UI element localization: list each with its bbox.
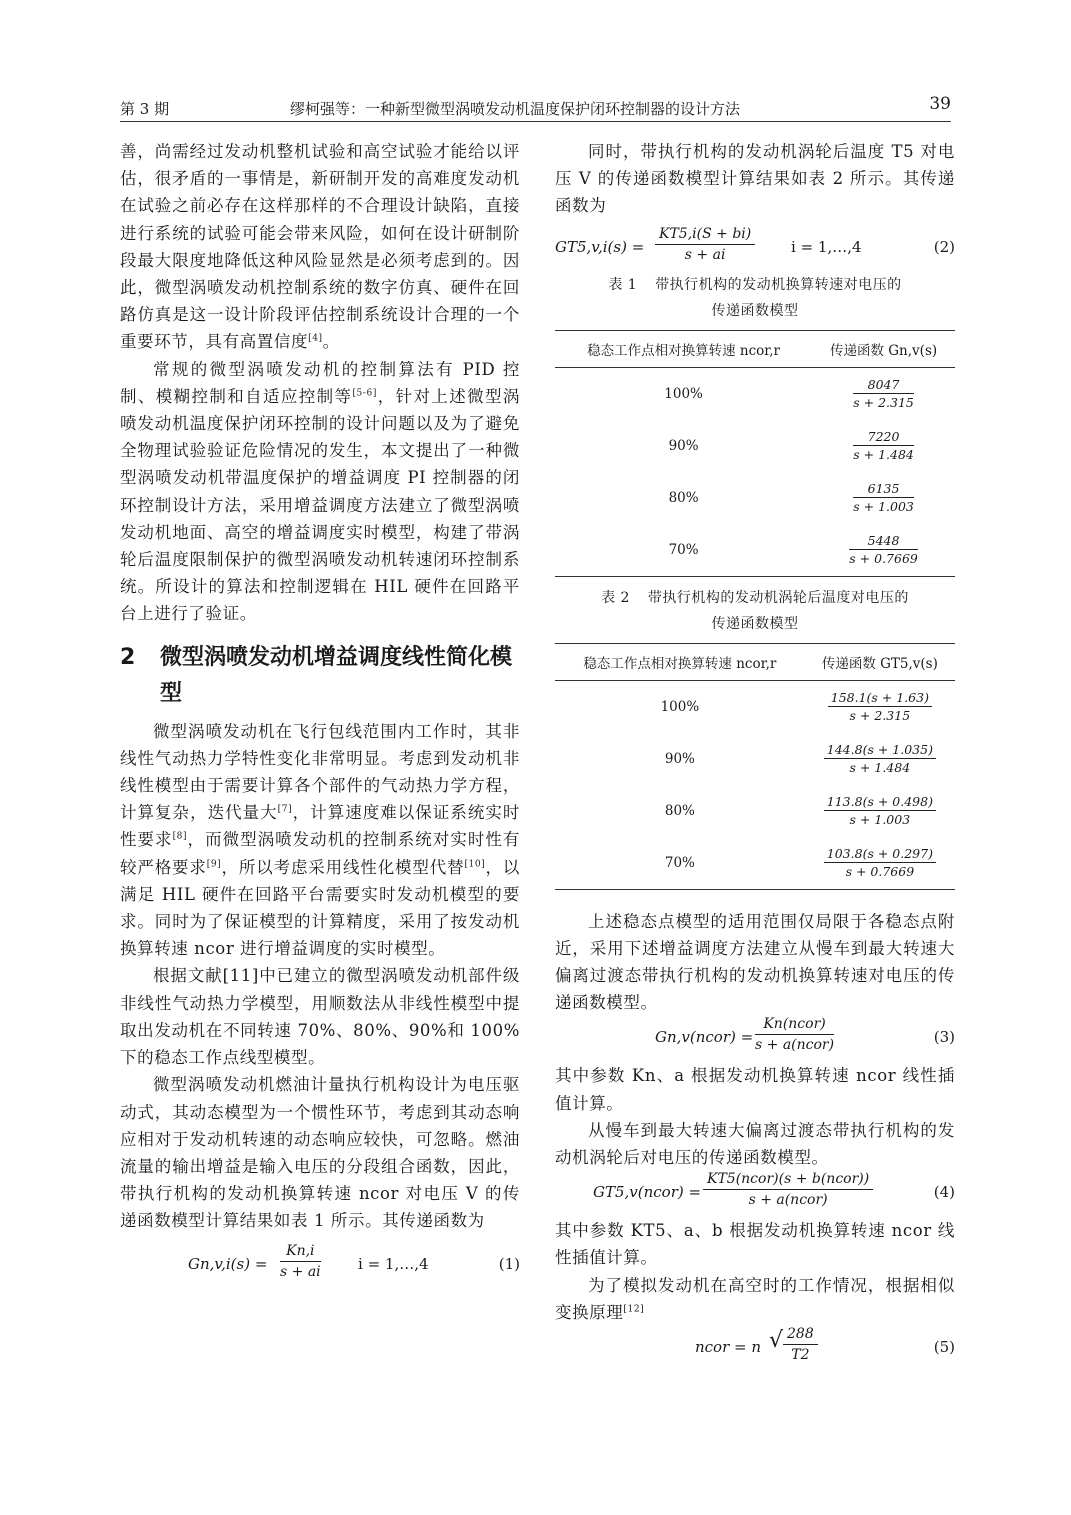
citation: [10] xyxy=(464,859,486,870)
table-row: 80% $\frac{6135}{s + 1.003}$ xyxy=(668,480,914,514)
issue-label: 第 3 期 xyxy=(120,100,170,118)
citation: [12] xyxy=(623,1304,645,1315)
sqrt-sign: √ xyxy=(769,1328,784,1354)
paragraph: 同时，带执行机构的发动机涡轮后温度 T5 对电压 V 的传递函数模型计算结果如表 2 所示。其传递函数为 xyxy=(555,142,955,216)
paragraph: 其中参数 Kn、a 根据发动机换算转速 ncor 线性插值计算。 xyxy=(555,1066,955,1113)
running-title: 缪柯强等：一种新型微型涡喷发动机温度保护闭环控制器的设计方法 xyxy=(290,100,741,118)
table-1 xyxy=(555,330,955,577)
page-number: 39 xyxy=(929,94,951,114)
equation-number: (1) xyxy=(498,1254,520,1273)
table-header: 传递函数 GT5,v(s) xyxy=(805,643,955,680)
equation-number: (5) xyxy=(933,1338,955,1357)
table-row: 100% $\frac{158.1(s + 1.63)}{s + 2.315}$ xyxy=(555,680,955,733)
equation-number: (3) xyxy=(933,1028,955,1047)
paragraph: 常规的微型涡喷发动机的控制算法有 PID 控制、模糊控制和自适应控制等[5-6]，针对上述微型涡喷发动机温度保护闭环控制的设计问题以及为了避免全物理试验验证危险情况的发生，本文提出了一种微型涡喷发动机带温度保护的增益调度 PI 控制器的闭环控制设计方法，采用增益调度方法建立了微型涡喷发动机地面、高空的增益调度实时模型，构建了带涡轮后温度限制保护的微型涡喷发动机转速闭环控制系统。所设计的算法和控制逻辑在 HIL 硬件在回路平台上进行了验证。 xyxy=(120,359,520,624)
table-row: 100% $\frac{8047}{s + 2.315}$ xyxy=(664,376,914,410)
table-row: 80% $\frac{113.8(s + 0.498)}{s + 1.003}$ xyxy=(555,785,955,837)
paragraph: 善，尚需经过发动机整机试验和高空试验才能给以评估，很矛盾的一事情是，新研制开发的高难度发动机在试验之前必存在这样那样的不合理设计缺陷，直接进行系统的试验可能会带来风险，如何在设计研制阶段最大限度地降低这种风险显然是必须考虑到的。因此，微型涡喷发动机控制系统的数字仿真、硬件在回路仿真是这一设计阶段评估控制系统设计合理的一个重要环节，具有高置信度[4]。 xyxy=(120,142,520,352)
paragraph: 从慢车到最大转速大偏离过渡态带执行机构的发动机涡轮后对电压的传递函数模型。 xyxy=(555,1120,955,1168)
equation-3: Gn,v(ncor) = Kn(ncor) s + a(ncor) (3) xyxy=(655,1016,955,1054)
section-heading xyxy=(120,640,520,712)
paragraph: 上述稳态点模型的适用范围仅局限于各稳态点附近，采用下述增益调度方法建立从慢车到最大转速大偏离过渡态带执行机构的发动机换算转速对电压的传递函数模型。 xyxy=(555,911,955,1013)
running-header xyxy=(120,94,951,120)
table-header: 稳态工作点相对换算转速 ncor,r xyxy=(555,330,812,367)
section-title: 微型涡喷发动机增益调度线性简化模型 xyxy=(160,644,513,706)
table-header: 传递函数 Gn,v(s) xyxy=(812,330,955,367)
table-2 xyxy=(555,643,955,890)
equation-4: GT5,v(ncor) = KT5(ncor)(s + b(ncor)) s + a(ncor) (4) xyxy=(593,1171,955,1209)
table-row: 70% $\frac{103.8(s + 0.297)}{s + 0.7669}$ xyxy=(555,837,955,890)
section-number: 2 xyxy=(120,644,136,670)
table-header: 稳态工作点相对换算转速 ncor,r xyxy=(555,643,805,680)
header-rule xyxy=(120,121,951,122)
right-column xyxy=(555,138,955,1372)
table-1-caption: 表 1 带执行机构的发动机换算转速对电压的 传递函数模型 xyxy=(608,276,902,319)
table-row: 70% $\frac{5448}{s + 0.7669}$ xyxy=(668,532,918,566)
paragraph: 为了模拟发动机在高空时的工作情况，根据相似变换原理[12] xyxy=(555,1275,955,1322)
table-row: 90% $\frac{144.8(s + 1.035)}{s + 1.484}$ xyxy=(555,733,955,785)
paragraph: 微型涡喷发动机在飞行包线范围内工作时，其非线性气动热力学特性变化非常明显。考虑到发动机非线性模型由于需要计算各个部件的气动热力学方程，计算复杂，迭代量大[7]，计算速度难以保证系统实时性要求[8]，而微型涡喷发动机的控制系统对实时性有较严格要求[9]，所以考虑采用线性化模型代替[10]，以满足 HIL 硬件在回路平台需要实时发动机模型的要求。同时为了保证模型的计算精度，采用了按发动机换算转速 ncor 进行增益调度的实时模型。 xyxy=(120,721,521,959)
citation: [8] xyxy=(172,831,188,842)
paragraph: 其中参数 KT5、a、b 根据发动机换算转速 ncor 线性插值计算。 xyxy=(555,1221,955,1268)
table-row: 90% $\frac{7220}{s + 1.484}$ xyxy=(668,428,914,462)
equation-5: ncor = n √ $\frac{288}{T2}$ (5) xyxy=(695,1326,955,1364)
citation: [7] xyxy=(277,804,293,815)
left-column xyxy=(120,138,520,1289)
paragraph: 微型涡喷发动机燃油计量执行机构设计为电压驱动式，其动态模型为一个惯性环节，考虑到其动态响应相对于发动机转速的动态响应较快，可忽略。燃油流量的输出增益是输入电压的分段组合函数，因此，带执行机构的发动机换算转速 ncor 对电压 V 的传递函数模型计算结果如表 1 所示。其传递函数为 xyxy=(120,1075,520,1231)
table-2-caption: 表 2 带执行机构的发动机涡轮后温度对电压的 传递函数模型 xyxy=(601,589,909,632)
equation-1: Gn,v,i(s) = $\frac{Kn,i}{s + ai}$ i = 1,…,4 (1) xyxy=(188,1242,520,1280)
citation: [9] xyxy=(206,859,222,870)
citation: [4] xyxy=(308,333,323,344)
equation-number: (2) xyxy=(933,237,955,256)
paragraph: 根据文献[11]中已建立的微型涡喷发动机部件级非线性气动热力学模型，用顺数法从非线性模型中提取出发动机在不同转速 70%、80%、90%和 100%下的稳态工作点线型模型。 xyxy=(120,966,520,1068)
equation-2: GT5,v,i(s) = $\frac{KT5,i(S + bi)}{s + ai}$ i = 1,…,4 (2) xyxy=(555,225,955,263)
citation: [5-6] xyxy=(352,388,377,399)
equation-number: (4) xyxy=(933,1183,955,1202)
